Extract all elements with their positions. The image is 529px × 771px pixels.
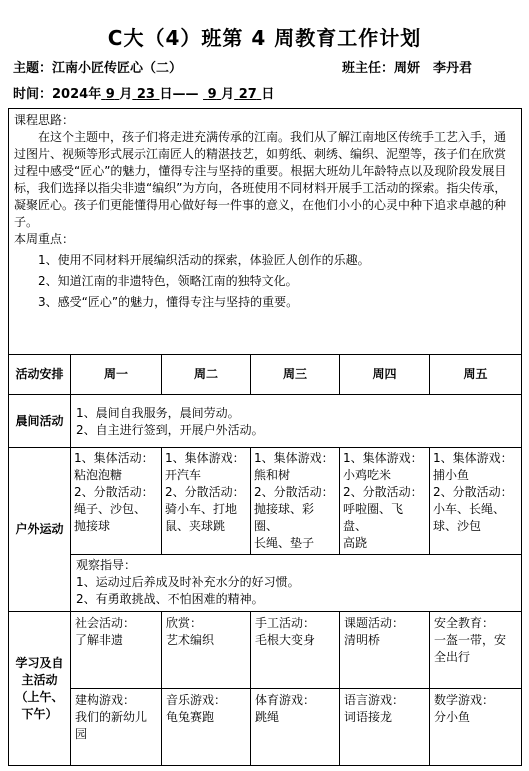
learning-line: 数学游戏： <box>434 693 495 707</box>
outdoor-line: 2、分散活动： <box>74 485 154 499</box>
observe-heading: 观察指导： <box>76 558 137 572</box>
theme-label: 主题： <box>13 61 53 76</box>
teacher-value: 周妍 李丹君 <box>394 61 473 76</box>
learning-line: 跳绳 <box>255 710 280 724</box>
learning-mon-2 <box>71 689 162 766</box>
learning-line: 艺术编织 <box>166 633 215 647</box>
header-activity-label: 活动安排 <box>9 355 71 395</box>
learning-line: 一盔一带，安 <box>434 633 507 647</box>
time-month-unit-1: 月 <box>119 87 133 102</box>
outdoor-line: 高跷 <box>343 536 368 550</box>
outdoor-line: 1、集体游戏： <box>343 451 423 465</box>
page-title: C大（4）班第 4 周教育工作计划 <box>107 26 422 50</box>
morning-row <box>9 395 522 448</box>
header-day-fri: 周五 <box>430 355 522 395</box>
time-year: 2024 <box>52 87 89 102</box>
observe-row <box>9 555 522 612</box>
outdoor-tue <box>162 448 251 555</box>
teacher-row <box>342 57 472 76</box>
outdoor-row <box>9 448 522 555</box>
header-day-wed: 周三 <box>251 355 340 395</box>
learning-line: 词语接龙 <box>344 710 393 724</box>
outdoor-line: 熊和树 <box>254 468 291 482</box>
theme-row <box>13 57 182 76</box>
learning-line: 社会活动： <box>75 616 136 630</box>
outdoor-wed <box>251 448 340 555</box>
learning-line: 我们的新幼儿 <box>75 710 148 724</box>
time-separator: —— <box>172 87 204 102</box>
learning-line: 安全教育： <box>434 616 495 630</box>
learning-thu-1 <box>340 612 430 689</box>
learning-line: 清明桥 <box>344 633 381 647</box>
learning-label-line: 下午） <box>21 706 58 721</box>
header-row <box>9 355 522 395</box>
outdoor-line: 2、分散活动： <box>433 485 513 499</box>
observe-line: 2、有勇敢挑战、不怕困难的精神。 <box>76 592 264 606</box>
learning-line: 龟兔赛跑 <box>166 710 215 724</box>
plan-table <box>8 108 522 766</box>
learning-fri-2 <box>430 689 522 766</box>
teacher-label: 班主任： <box>342 61 395 76</box>
learning-wed-1 <box>251 612 340 689</box>
learning-thu-2 <box>340 689 430 766</box>
outdoor-line: 绳子、沙包、 <box>74 502 147 516</box>
outdoor-line: 小车、长绳、 <box>433 502 506 516</box>
time-start-day: 23 <box>136 87 155 102</box>
learning-label <box>9 612 71 766</box>
focus-item: 3、感受“匠心”的魅力，懂得专注与坚持的重要。 <box>38 295 299 309</box>
learning-label-line: （上午、 <box>15 689 64 704</box>
learning-line: 音乐游戏： <box>166 693 227 707</box>
learning-line: 手工活动： <box>255 616 316 630</box>
outdoor-line: 小鸡吃米 <box>343 468 392 482</box>
learning-tue-2 <box>162 689 251 766</box>
learning-wed-2 <box>251 689 340 766</box>
outdoor-line: 2、分散活动： <box>343 485 423 499</box>
morning-line: 1、晨间自我服务，晨间劳动。 <box>76 406 240 420</box>
outdoor-line: 球、沙包 <box>433 519 482 533</box>
time-day-unit-2: 日 <box>261 87 275 102</box>
outdoor-line: 粘泡泡糖 <box>74 468 123 482</box>
learning-fri-1 <box>430 612 522 689</box>
outdoor-label: 户外运动 <box>9 448 71 612</box>
outdoor-line: 捕小鱼 <box>433 468 470 482</box>
time-day-unit-1: 日 <box>159 87 173 102</box>
outdoor-line: 开汽车 <box>165 468 202 482</box>
morning-label: 晨间活动 <box>9 395 71 448</box>
outdoor-line: 呼啦圈、飞盘、 <box>343 502 404 533</box>
learning-label-line: 学习及自 <box>15 655 64 670</box>
learning-row-1 <box>9 612 522 689</box>
outdoor-line: 抛接球、彩圈、 <box>254 502 315 533</box>
time-end-day: 27 <box>238 87 257 102</box>
morning-line: 2、自主进行签到，开展户外活动。 <box>76 423 264 437</box>
learning-line: 了解非遗 <box>75 633 124 647</box>
time-month-unit-2: 月 <box>221 87 235 102</box>
focus-heading: 本周重点： <box>14 232 75 246</box>
learning-line: 课题活动： <box>344 616 405 630</box>
learning-tue-1 <box>162 612 251 689</box>
header-day-thu: 周四 <box>340 355 430 395</box>
outdoor-line: 2、分散活动： <box>254 485 334 499</box>
outdoor-line: 1、集体游戏： <box>254 451 334 465</box>
time-end-month: 9 <box>207 87 217 102</box>
header-day-mon: 周一 <box>71 355 162 395</box>
course-ideas-cell <box>9 109 522 355</box>
learning-line: 语言游戏： <box>344 693 405 707</box>
outdoor-line: 骑小车、打地 <box>165 502 238 516</box>
ideas-heading: 课程思路： <box>14 113 75 127</box>
learning-label-line: 主活动 <box>21 672 58 687</box>
learning-line: 毛根大变身 <box>255 633 316 647</box>
time-year-unit: 年 <box>88 87 102 102</box>
morning-content <box>71 395 522 448</box>
focus-item: 1、使用不同材料开展编织活动的探索，体验匠人创作的乐趣。 <box>38 253 370 267</box>
ideas-body: 在这个主题中，孩子们将走进充满传承的江南。我们从了解江南地区传统手工艺入手，通过图片、视频等形式展示江南匠人的精湛技艺，如剪纸、刺绣、编织、泥塑等，孩子们在欣赏过程中感受“匠心”的魅力，懂得专注与坚持的重要。根据大班幼儿年龄特点以及现阶段发展目标，我们选择以指尖非遗“编织”为方向，各班使用不同材料开展手工活动的探索。指尖传承，凝聚匠心。孩子们更能懂得用心做好每一件事的意义，在他们小小的心灵中种下追求卓越的种子。 <box>14 130 507 229</box>
outdoor-line: 2、分散活动： <box>165 485 245 499</box>
theme-value: 江南小匠传匠心（二） <box>52 61 183 76</box>
observe-line: 1、运动过后养成及时补充水分的好习惯。 <box>76 575 300 589</box>
observe-content <box>71 555 522 612</box>
outdoor-line: 1、集体游戏： <box>165 451 245 465</box>
learning-mon-1 <box>71 612 162 689</box>
header-day-tue: 周二 <box>162 355 251 395</box>
outdoor-line: 鼠、夹球跳 <box>165 519 226 533</box>
time-start-month: 9 <box>105 87 115 102</box>
outdoor-fri <box>430 448 522 555</box>
outdoor-line: 1、集体活动： <box>74 451 154 465</box>
outdoor-line: 1、集体游戏： <box>433 451 513 465</box>
learning-line: 建构游戏： <box>75 693 136 707</box>
learning-line: 分小鱼 <box>434 710 471 724</box>
learning-line: 园 <box>75 727 88 741</box>
outdoor-line: 长绳、垫子 <box>254 536 315 550</box>
outdoor-line: 抛接球 <box>74 519 111 533</box>
learning-line: 欣赏： <box>166 616 203 630</box>
time-label: 时间： <box>13 87 53 102</box>
learning-line: 体育游戏： <box>255 693 316 707</box>
learning-line: 全出行 <box>434 650 471 664</box>
outdoor-mon <box>71 448 162 555</box>
outdoor-thu <box>340 448 430 555</box>
learning-row-2 <box>9 689 522 766</box>
focus-item: 2、知道江南的非遗特色，领略江南的独特文化。 <box>38 274 298 288</box>
time-row <box>13 83 274 102</box>
